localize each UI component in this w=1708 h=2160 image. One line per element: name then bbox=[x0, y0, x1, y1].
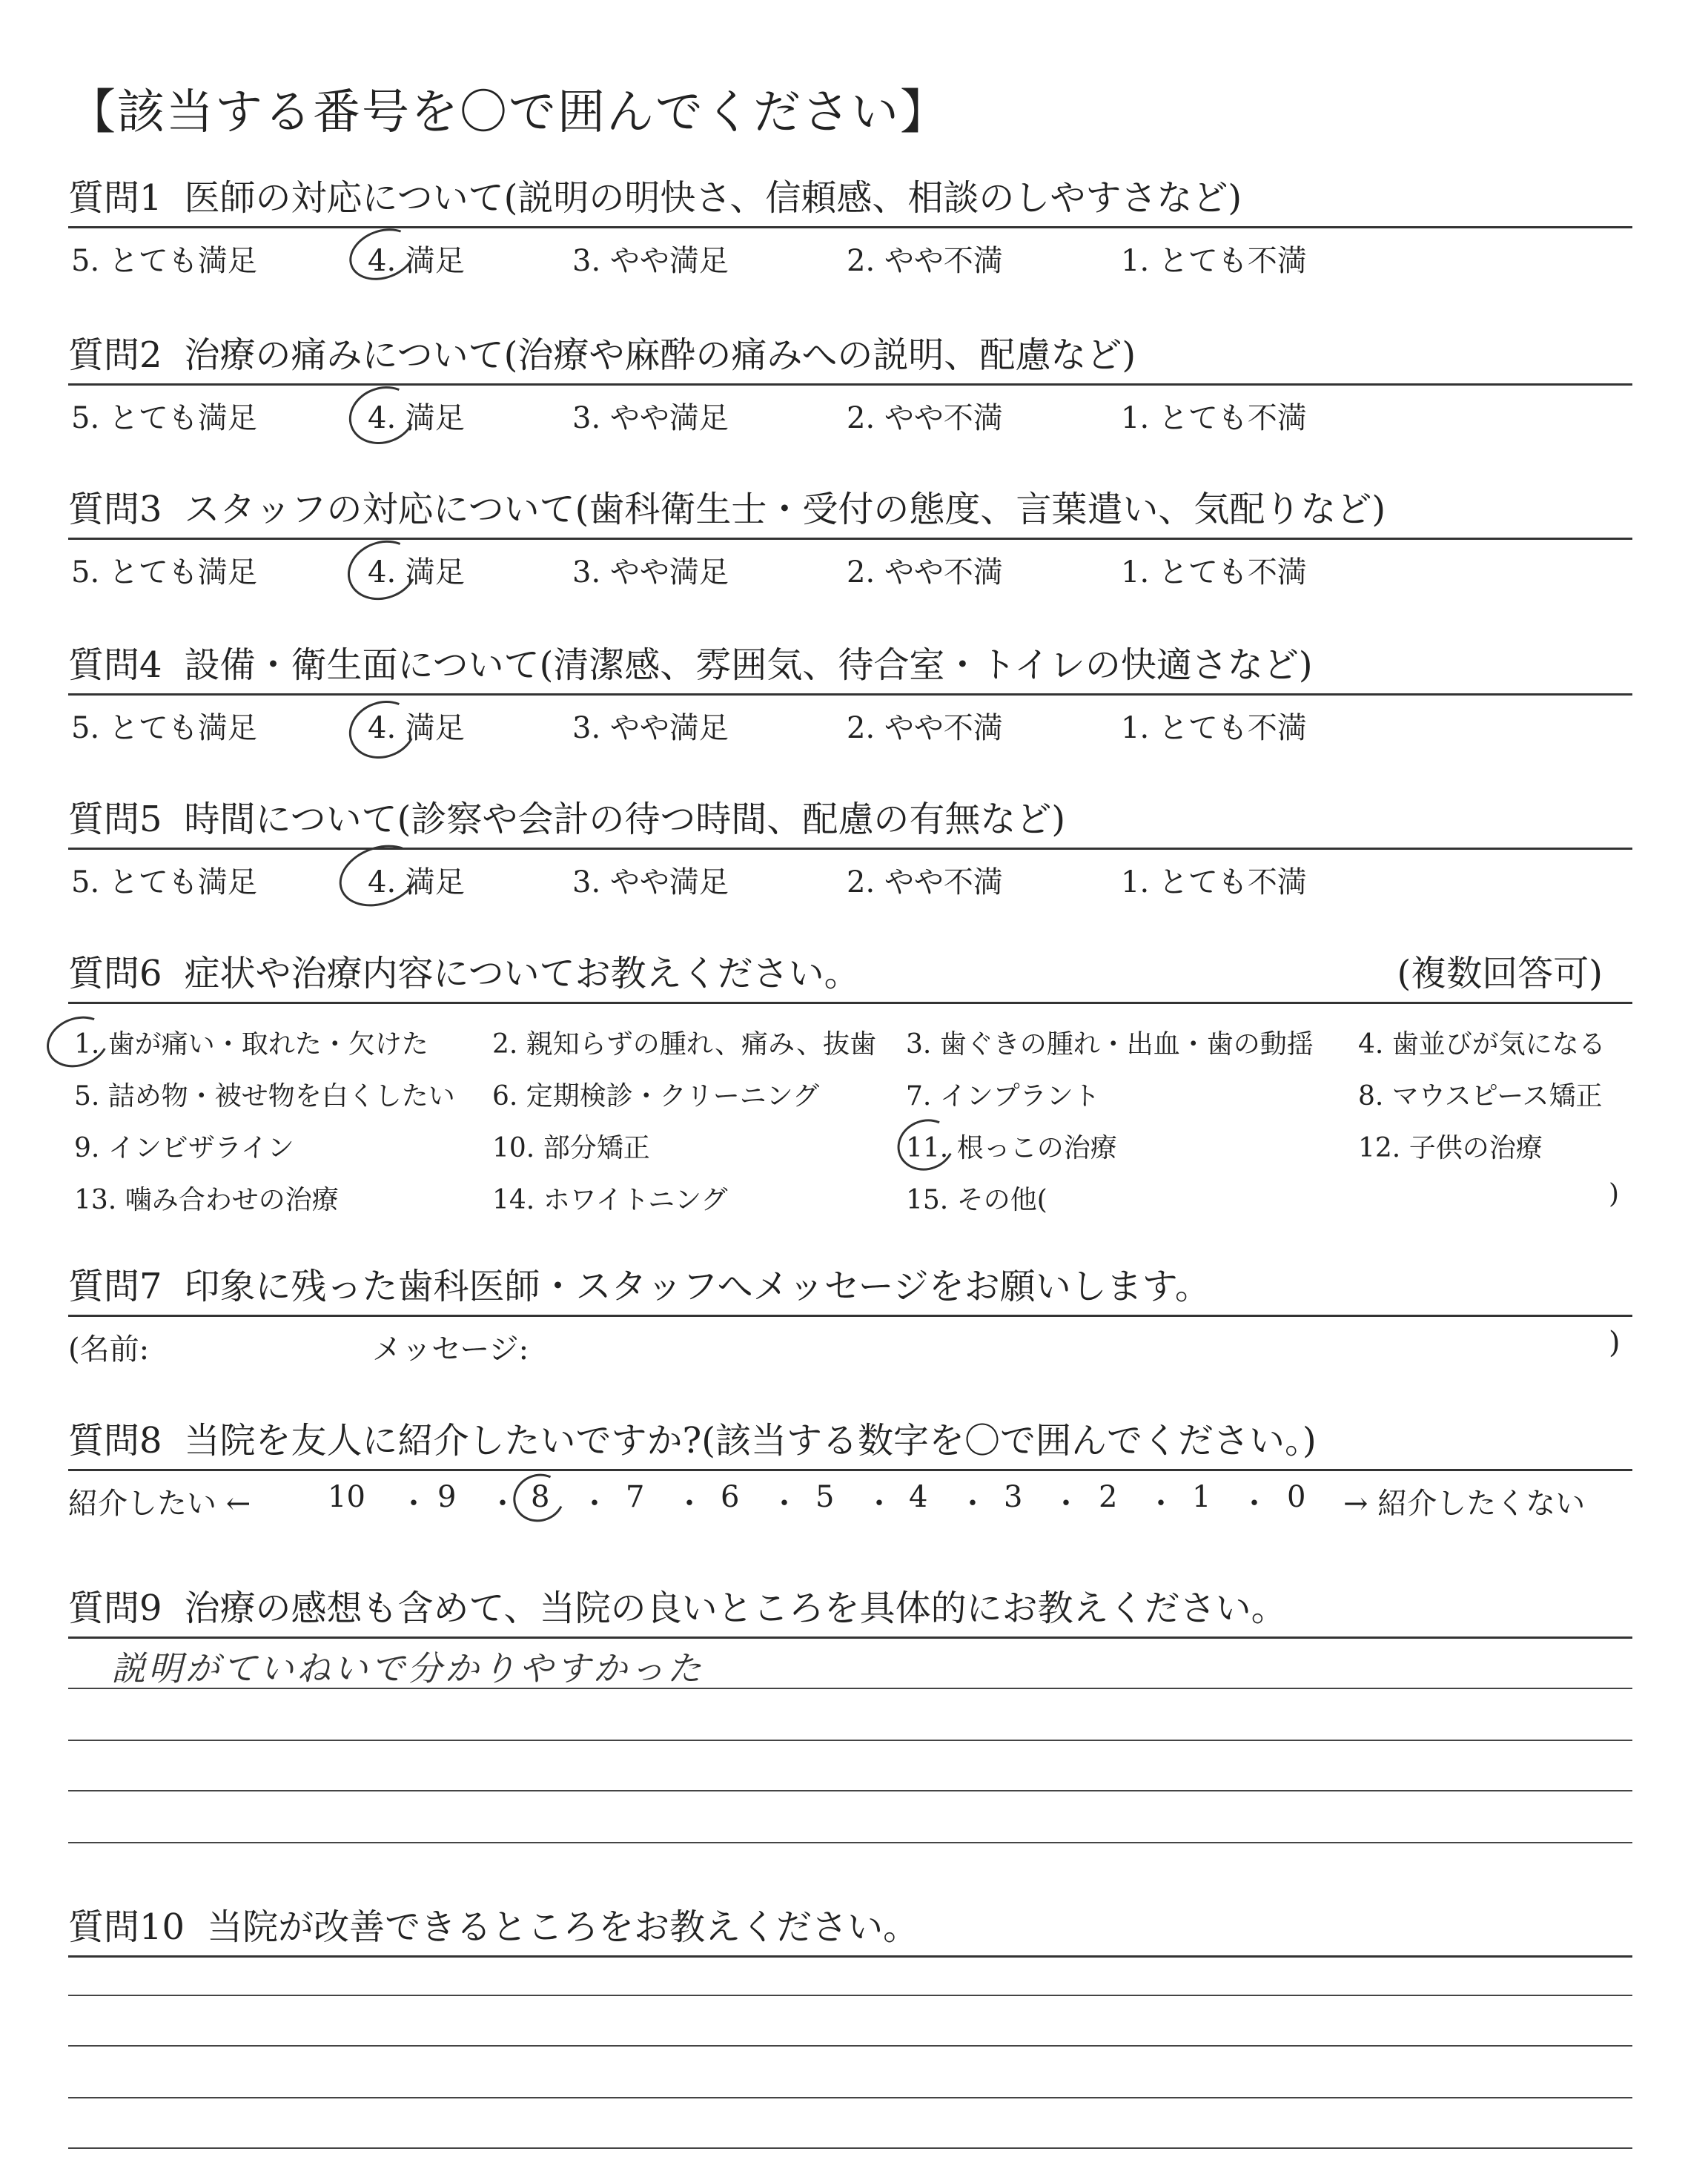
option-5[interactable]: 5. とても満足 bbox=[71, 555, 257, 589]
option-1[interactable]: 1. とても不満 bbox=[1121, 711, 1307, 745]
answer-line bbox=[68, 2147, 1632, 2149]
scale-7[interactable]: 7 bbox=[626, 1480, 645, 1514]
scale-separator: ・ bbox=[580, 1487, 609, 1521]
multiple-answer-note: (複数回答可) bbox=[1397, 953, 1603, 994]
message-close-paren: ) bbox=[1609, 1326, 1621, 1360]
scale-separator: ・ bbox=[769, 1487, 799, 1521]
scale-separator: ・ bbox=[958, 1487, 987, 1521]
answer-line bbox=[68, 1995, 1632, 1996]
message-row bbox=[68, 1317, 1632, 1367]
scale-10[interactable]: 10 bbox=[328, 1480, 365, 1514]
rating-options bbox=[68, 696, 1632, 743]
scale-8[interactable]: 8 bbox=[531, 1480, 550, 1514]
question-text: 設備・衛生面について(清潔感、雰囲気、待合室・トイレの快適さなど) bbox=[184, 644, 1313, 686]
question-10 bbox=[68, 1898, 1632, 1958]
option-5[interactable]: 5. とても満足 bbox=[71, 865, 257, 899]
symptom-14[interactable]: 14. ホワイトニング bbox=[492, 1185, 728, 1215]
page-heading: 【該当する番号を〇で囲んでください】 bbox=[68, 85, 949, 140]
scale-2[interactable]: 2 bbox=[1099, 1480, 1118, 1514]
selection-circle bbox=[341, 692, 424, 768]
symptom-7[interactable]: 7. インプラント bbox=[906, 1081, 1100, 1112]
selection-circle bbox=[890, 1112, 962, 1179]
rating-options bbox=[68, 850, 1632, 897]
question-number: 質問9 bbox=[68, 1588, 162, 1629]
symptom-options bbox=[68, 1004, 1632, 1226]
symptom-10[interactable]: 10. 部分矯正 bbox=[492, 1133, 650, 1163]
scale-4[interactable]: 4 bbox=[909, 1480, 928, 1514]
option-1[interactable]: 1. とても不満 bbox=[1121, 244, 1307, 278]
answer-line bbox=[68, 1688, 1632, 1689]
question-number: 質問10 bbox=[68, 1906, 185, 1948]
symptom-11[interactable]: 11. 根っこの治療 bbox=[906, 1133, 1117, 1163]
scale-0[interactable]: 0 bbox=[1287, 1480, 1306, 1514]
option-5[interactable]: 5. とても満足 bbox=[71, 401, 257, 435]
option-1[interactable]: 1. とても不満 bbox=[1121, 865, 1307, 899]
question-title bbox=[68, 1898, 1632, 1958]
question-text: 当院を友人に紹介したいですか?(該当する数字を〇で囲んでください。) bbox=[184, 1420, 1317, 1462]
symptom-5[interactable]: 5. 詰め物・被せ物を白くしたい bbox=[74, 1081, 455, 1112]
rating-options bbox=[68, 386, 1632, 433]
question-number: 質問5 bbox=[68, 799, 162, 840]
question-8 bbox=[68, 1412, 1632, 1519]
option-3[interactable]: 3. やや満足 bbox=[572, 244, 729, 278]
scale-separator: ・ bbox=[1146, 1487, 1176, 1521]
selection-circle bbox=[39, 1008, 116, 1075]
question-text: 医師の対応について(説明の明快さ、信頼感、相談のしやすさなど) bbox=[184, 177, 1242, 219]
option-1[interactable]: 1. とても不満 bbox=[1121, 401, 1307, 435]
question-title bbox=[68, 945, 1632, 1004]
option-2[interactable]: 2. やや不満 bbox=[847, 555, 1003, 589]
question-title bbox=[68, 1258, 1632, 1317]
question-number: 質問1 bbox=[68, 177, 162, 219]
question-text: スタッフの対応について(歯科衛生士・受付の態度、言葉遣い、気配りなど) bbox=[184, 489, 1386, 530]
question-title bbox=[68, 636, 1632, 696]
question-9 bbox=[68, 1579, 1632, 1639]
name-label: (名前: bbox=[68, 1332, 150, 1367]
scale-5[interactable]: 5 bbox=[815, 1480, 835, 1514]
question-text: 時間について(診察や会計の待つ時間、配慮の有無など) bbox=[184, 799, 1066, 840]
scale-separator: ・ bbox=[1239, 1487, 1269, 1521]
option-4[interactable]: 4. 満足 bbox=[368, 401, 465, 435]
option-2[interactable]: 2. やや不満 bbox=[847, 244, 1003, 278]
q9-handwritten-answer: 説明がていねいで分かりやすかった bbox=[111, 1648, 704, 1688]
answer-line bbox=[68, 1740, 1632, 1741]
question-2 bbox=[68, 326, 1632, 433]
symptom-4[interactable]: 4. 歯並びが気になる bbox=[1358, 1029, 1606, 1060]
question-text: 印象に残った歯科医師・スタッフへメッセージをお願いします。 bbox=[184, 1266, 1211, 1307]
symptom-2[interactable]: 2. 親知らずの腫れ、痛み、抜歯 bbox=[492, 1029, 877, 1060]
symptom-1[interactable]: 1. 歯が痛い・取れた・欠けた bbox=[74, 1029, 428, 1060]
question-4 bbox=[68, 636, 1632, 743]
question-number: 質問6 bbox=[68, 953, 162, 994]
symptom-9[interactable]: 9. インビザライン bbox=[74, 1133, 294, 1163]
question-5 bbox=[68, 790, 1632, 897]
symptom-3[interactable]: 3. 歯ぐきの腫れ・出血・歯の動揺 bbox=[906, 1029, 1314, 1060]
scale-separator: ・ bbox=[488, 1487, 517, 1521]
option-3[interactable]: 3. やや満足 bbox=[572, 401, 729, 435]
option-2[interactable]: 2. やや不満 bbox=[847, 865, 1003, 899]
question-number: 質問3 bbox=[68, 489, 162, 530]
question-title bbox=[68, 480, 1632, 540]
rating-options bbox=[68, 540, 1632, 587]
scale-3[interactable]: 3 bbox=[1004, 1480, 1023, 1514]
question-title bbox=[68, 169, 1632, 228]
scale-9[interactable]: 9 bbox=[437, 1480, 457, 1514]
question-title bbox=[68, 1579, 1632, 1639]
symptom-15[interactable]: 15. その他( bbox=[906, 1185, 1047, 1215]
question-text: 症状や治療内容についてお教えください。 bbox=[184, 953, 860, 994]
recommend-left-label: 紹介したい ← bbox=[68, 1487, 251, 1521]
option-4[interactable]: 4. 満足 bbox=[368, 244, 465, 278]
option-1[interactable]: 1. とても不満 bbox=[1121, 555, 1307, 589]
answer-line bbox=[68, 1790, 1632, 1791]
scale-6[interactable]: 6 bbox=[721, 1480, 740, 1514]
option-3[interactable]: 3. やや満足 bbox=[572, 711, 729, 745]
question-1 bbox=[68, 169, 1632, 276]
option-2[interactable]: 2. やや不満 bbox=[847, 711, 1003, 745]
symptom-8[interactable]: 8. マウスピース矯正 bbox=[1358, 1081, 1603, 1112]
other-close-paren: ) bbox=[1609, 1179, 1620, 1209]
selection-circle bbox=[340, 531, 426, 610]
message-label: メッセージ: bbox=[372, 1332, 529, 1367]
symptom-12[interactable]: 12. 子供の治療 bbox=[1358, 1133, 1543, 1163]
symptom-6[interactable]: 6. 定期検診・クリーニング bbox=[492, 1081, 820, 1112]
selection-circle bbox=[341, 377, 424, 454]
question-number: 質問7 bbox=[68, 1266, 162, 1307]
recommend-right-label: → 紹介したくない bbox=[1343, 1487, 1586, 1521]
answer-line bbox=[68, 2097, 1632, 2098]
question-text: 治療の痛みについて(治療や麻酔の痛みへの説明、配慮など) bbox=[184, 334, 1136, 376]
answer-line bbox=[68, 1842, 1632, 1843]
scale-separator: ・ bbox=[1051, 1487, 1081, 1521]
answer-line bbox=[68, 2045, 1632, 2047]
scale-separator: ・ bbox=[399, 1487, 428, 1521]
question-text: 当院が改善できるところをお教えください。 bbox=[207, 1906, 919, 1948]
scale-separator: ・ bbox=[675, 1487, 704, 1521]
question-title bbox=[68, 790, 1632, 850]
symptom-13[interactable]: 13. 噛み合わせの治療 bbox=[74, 1185, 339, 1215]
question-6 bbox=[68, 945, 1632, 1226]
option-3[interactable]: 3. やや満足 bbox=[572, 865, 729, 899]
option-4[interactable]: 4. 満足 bbox=[368, 555, 465, 589]
question-text: 治療の感想も含めて、当院の良いところを具体的にお教えください。 bbox=[184, 1588, 1287, 1629]
question-number: 質問2 bbox=[68, 334, 162, 376]
question-number: 質問8 bbox=[68, 1420, 162, 1462]
scale-1[interactable]: 1 bbox=[1192, 1480, 1211, 1514]
option-4[interactable]: 4. 満足 bbox=[368, 865, 465, 899]
option-3[interactable]: 3. やや満足 bbox=[572, 555, 729, 589]
scale-separator: ・ bbox=[864, 1487, 894, 1521]
question-title bbox=[68, 326, 1632, 386]
option-5[interactable]: 5. とても満足 bbox=[71, 244, 257, 278]
option-5[interactable]: 5. とても満足 bbox=[71, 711, 257, 745]
option-2[interactable]: 2. やや不満 bbox=[847, 401, 1003, 435]
question-3 bbox=[68, 480, 1632, 587]
question-title bbox=[68, 1412, 1632, 1471]
question-7 bbox=[68, 1258, 1632, 1367]
question-number: 質問4 bbox=[68, 644, 162, 686]
recommend-scale bbox=[68, 1471, 1632, 1519]
option-4[interactable]: 4. 満足 bbox=[368, 711, 465, 745]
rating-options bbox=[68, 228, 1632, 276]
